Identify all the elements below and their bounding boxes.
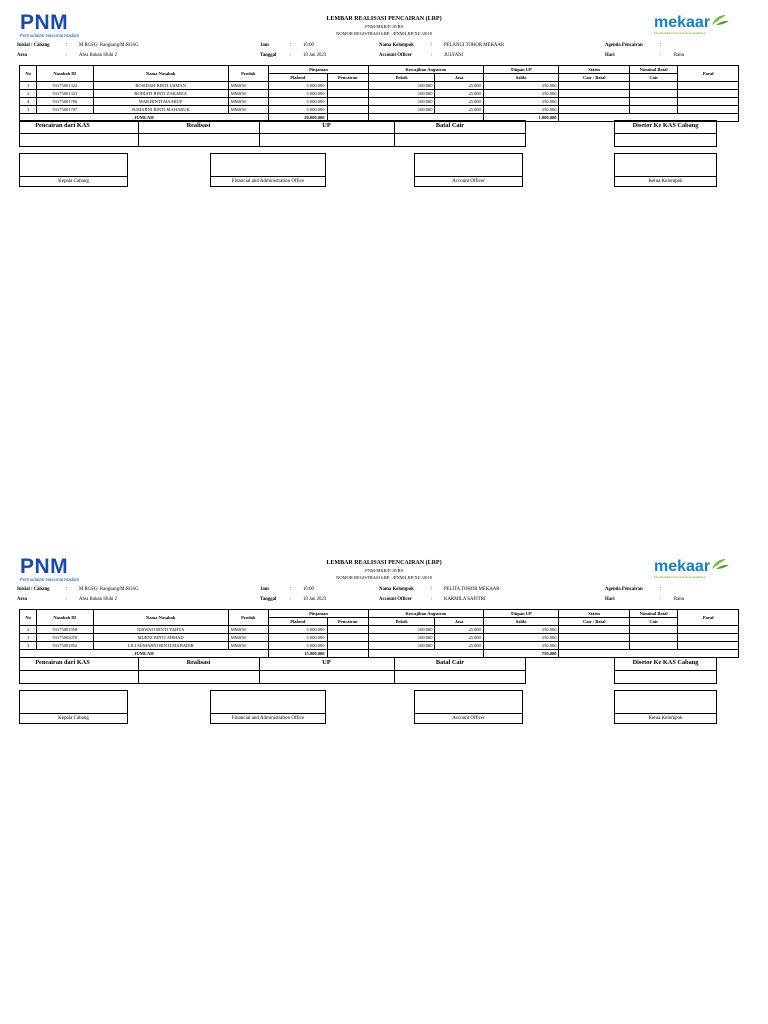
- cell-pencairan: [327, 90, 368, 98]
- cell-nominal: [630, 90, 678, 98]
- value-kelompok: PELITA TOHOR MEKAAR: [444, 587, 500, 592]
- cell-paraf: [678, 106, 739, 114]
- col-saldo: Saldo: [483, 618, 559, 626]
- registration-number: NOMOR REGISTRASI LRP : /PNM/LRP/XI/ /2018: [336, 31, 432, 36]
- mekaar-logo-text: mekaar: [654, 558, 711, 575]
- cell-nominal: [630, 642, 678, 650]
- label-tanggal: Tanggal: [260, 53, 277, 58]
- col-paraf: Paraf: [678, 66, 739, 82]
- table-row: [20, 98, 739, 106]
- ketua-kelompok-label: Ketua Kelompok: [648, 716, 683, 721]
- colon: :: [660, 53, 662, 58]
- col-jasa: Jasa: [435, 618, 483, 626]
- cell-nama: NISWATI BINTI YAHYA: [93, 626, 228, 634]
- col-plafond: Plafond: [269, 74, 327, 82]
- total-saldo: 1.000.000: [483, 114, 559, 122]
- cell-no: 2: [20, 626, 37, 634]
- cell-no: 1: [20, 82, 37, 90]
- col-pokok: Pokok: [368, 618, 435, 626]
- cell-nominal: [630, 82, 678, 90]
- kepala-cabang-label: Kepala Cabang: [58, 716, 89, 721]
- form-title: LEMBAR REALISASI PENCAIRAN (LRP): [326, 16, 442, 22]
- value-tanggal: 18 Jan 2023: [303, 53, 327, 58]
- form-title: LEMBAR REALISASI PENCAIRAN (LRP): [326, 560, 442, 566]
- label-kelompok: Nama Kelompok: [379, 587, 414, 592]
- value-tanggal: 18 Jan 2023: [303, 597, 327, 602]
- total-plafond: 20.000.000: [269, 114, 327, 122]
- cell-pencairan: [327, 82, 368, 90]
- col-titipan: Titipan UP: [483, 66, 559, 74]
- cell-produk: MMS50: [228, 634, 268, 642]
- cell-produk: MMS50: [228, 90, 268, 98]
- cell-nominal: [630, 634, 678, 642]
- cell-nasabah-id: 93175001796: [37, 98, 93, 106]
- cell-nama: RODIATI BINTI ZAKARIA: [93, 90, 228, 98]
- fao-label: Financial and Administration Office: [231, 716, 305, 721]
- col-cair: Cair: [630, 74, 678, 82]
- cell-status: [559, 82, 630, 90]
- cell-saldo: 250.000: [483, 82, 559, 90]
- table-row: [20, 106, 739, 114]
- col-pinjaman: Pinjaman: [269, 66, 369, 74]
- cell-jasa: 25.000: [435, 634, 483, 642]
- cell-paraf: [678, 82, 739, 90]
- col-paraf: Paraf: [678, 610, 739, 626]
- cell-nominal: [630, 98, 678, 106]
- pnm-tagline: Permodalan Nasional Madani: [20, 577, 80, 582]
- cell-nasabah-id: 93175002070: [37, 634, 93, 642]
- cell-status: [559, 106, 630, 114]
- value-area: Area Bukan Sluhi 2: [79, 597, 117, 602]
- colon: :: [660, 597, 662, 602]
- col-nasabah-id: Nasabah ID: [37, 66, 93, 82]
- cell-nasabah-id: 93175001322: [37, 82, 93, 90]
- colon: :: [660, 587, 662, 592]
- col-produk: Produk: [228, 66, 268, 82]
- cell-pencairan: [327, 626, 368, 634]
- cell-jasa: 25.000: [435, 98, 483, 106]
- label-jam: Jam: [260, 587, 269, 592]
- cell-pokok: 100.000: [368, 634, 435, 642]
- fao-label: Financial and Administration Office: [231, 179, 305, 184]
- cell-pencairan: [327, 634, 368, 642]
- pnm-logo-text: PNM: [20, 555, 69, 578]
- cell-no: 2: [20, 90, 37, 98]
- col-no: No: [20, 66, 37, 82]
- cell-nama: SUMARNI BINTI MAHARUK: [93, 106, 228, 114]
- table-row: [20, 634, 739, 642]
- label-ao: Account Officer: [379, 53, 412, 58]
- cell-plafond: 5.000.000: [269, 82, 327, 90]
- mekaar-tagline: Membina Ekonomi Keluarga Sejahtera: [654, 31, 706, 35]
- cell-nama: MAR BINTI MAARUF: [93, 98, 228, 106]
- colon: :: [66, 43, 68, 48]
- table-row: [20, 642, 739, 650]
- cell-pokok: 100.000: [368, 106, 435, 114]
- cell-jasa: 25.000: [435, 642, 483, 650]
- cell-status: [559, 626, 630, 634]
- cell-saldo: 250.000: [483, 98, 559, 106]
- cell-produk: MMS50: [228, 82, 268, 90]
- cell-saldo: 250.000: [483, 634, 559, 642]
- cell-jasa: 25.000: [435, 626, 483, 634]
- cell-no: 3: [20, 106, 37, 114]
- cell-plafond: 5.000.000: [269, 626, 327, 634]
- value-ao: JULYANI: [444, 53, 464, 58]
- colon: :: [431, 53, 433, 58]
- value-ao: KARMILA SAFITRI: [444, 597, 486, 602]
- cell-nominal: [630, 626, 678, 634]
- col-status: Status: [559, 610, 630, 618]
- col-produk: Produk: [228, 610, 268, 626]
- cell-paraf: [678, 634, 739, 642]
- col-kewajiban: Kewajiban Angsuran: [368, 66, 483, 74]
- cell-saldo: 250.000: [483, 90, 559, 98]
- cell-saldo: 250.000: [483, 106, 559, 114]
- colon: :: [290, 53, 292, 58]
- cell-pencairan: [327, 98, 368, 106]
- label-agenda: Agenda Pencairan: [605, 43, 643, 48]
- kepala-cabang-label: Kepala Cabang: [58, 179, 89, 184]
- col-pinjaman: Pinjaman: [269, 610, 369, 618]
- cell-plafond: 5.000.000: [269, 634, 327, 642]
- colon: :: [66, 597, 68, 602]
- col-cair: Cair: [630, 618, 678, 626]
- value-cabang: M.RGSG- Rangsang/M.RGSG: [79, 587, 139, 592]
- cell-plafond: 5.000.000: [269, 98, 327, 106]
- colon: :: [660, 43, 662, 48]
- col-cair-batal: Cair / Batal: [559, 618, 630, 626]
- cell-no: 4: [20, 98, 37, 106]
- cell-saldo: 250.000: [483, 642, 559, 650]
- col-jasa: Jasa: [435, 74, 483, 82]
- cell-plafond: 5.000.000: [269, 642, 327, 650]
- cell-jasa: 25.000: [435, 82, 483, 90]
- colon: :: [431, 43, 433, 48]
- col-status: Status: [559, 66, 630, 74]
- cell-saldo: 250.000: [483, 626, 559, 634]
- lrp-form: [0, 12, 768, 242]
- col-no: No: [20, 610, 37, 626]
- cell-plafond: 5.000.000: [269, 90, 327, 98]
- cell-nama: MURNI BINTI AHMAD: [93, 634, 228, 642]
- cell-no: 3: [20, 642, 37, 650]
- realisasi-label: Realisasi: [186, 659, 211, 666]
- cell-no: 1: [20, 634, 37, 642]
- pencairan-kas-label: Pencairan dari KAS: [35, 659, 90, 666]
- cell-status: [559, 642, 630, 650]
- cell-nominal: [630, 106, 678, 114]
- disbursement-table: [19, 609, 739, 658]
- cell-paraf: [678, 642, 739, 650]
- colon: :: [290, 587, 292, 592]
- label-hari: Hari: [605, 53, 615, 58]
- cell-status: [559, 98, 630, 106]
- col-pencairan: Pencairan: [327, 74, 368, 82]
- doc-code: PNM-MKR/F-10/R0: [365, 24, 403, 29]
- cell-paraf: [678, 98, 739, 106]
- colon: :: [66, 587, 68, 592]
- value-cabang: M.RGSG- Rangsang/M.RGSG: [79, 43, 139, 48]
- label-agenda: Agenda Pencairan: [605, 587, 643, 592]
- cell-produk: MMS50: [228, 106, 268, 114]
- value-hari: Rabu: [674, 53, 685, 58]
- label-tanggal: Tanggal: [260, 597, 277, 602]
- label-inisial: Inisial / Cabang: [17, 587, 50, 592]
- ketua-kelompok-label: Ketua Kelompok: [648, 179, 683, 184]
- cell-produk: MMS50: [228, 642, 268, 650]
- mekaar-tagline: Membina Ekonomi Keluarga Sejahtera: [654, 575, 706, 579]
- colon: :: [66, 53, 68, 58]
- registration-number: NOMOR REGISTRASI LRP : /PNM/LRP/XI/ /2018: [336, 575, 432, 580]
- table-row: [20, 82, 739, 90]
- value-area: Area Bukan Sluhi 2: [79, 53, 117, 58]
- cell-status: [559, 90, 630, 98]
- cell-pokok: 100.000: [368, 642, 435, 650]
- cell-status: [559, 634, 630, 642]
- value-jam: 10:00: [303, 587, 314, 592]
- table-row: [20, 90, 739, 98]
- col-nama: Nama Nasabah: [93, 66, 228, 82]
- value-jam: 10:00: [303, 43, 314, 48]
- cell-pokok: 100.000: [368, 626, 435, 634]
- col-kewajiban: Kewajiban Angsuran: [368, 610, 483, 618]
- colon: :: [431, 597, 433, 602]
- total-plafond: 15.000.000: [269, 650, 327, 658]
- disetor-label: Disetor Ke KAS Cabang: [632, 659, 699, 666]
- value-hari: Rabu: [674, 597, 685, 602]
- table-row: [20, 626, 739, 634]
- doc-code: PNM-MKR/F-10/R0: [365, 568, 403, 573]
- col-titipan: Titipan UP: [483, 610, 559, 618]
- cell-produk: MMS50: [228, 98, 268, 106]
- realisasi-label: Realisasi: [186, 122, 211, 129]
- col-pencairan: Pencairan: [327, 618, 368, 626]
- label-area: Area: [17, 597, 28, 602]
- col-pokok: Pokok: [368, 74, 435, 82]
- cell-paraf: [678, 626, 739, 634]
- col-plafond: Plafond: [269, 618, 327, 626]
- jumlah-label: JUMLAH: [20, 114, 269, 122]
- mekaar-logo-text: mekaar: [654, 14, 711, 31]
- batal-cair-label: Batal Cair: [435, 122, 465, 129]
- total-saldo: 750.000: [483, 650, 559, 658]
- col-nama: Nama Nasabah: [93, 610, 228, 626]
- up-label: UP: [322, 122, 331, 129]
- col-cair-batal: Cair / Batal: [559, 74, 630, 82]
- col-nominal: Nominal Batal: [630, 610, 678, 618]
- cell-paraf: [678, 90, 739, 98]
- jumlah-label: JUMLAH: [20, 650, 269, 658]
- cell-nama: ROSIDAH BINTI USMAN: [93, 82, 228, 90]
- label-ao: Account Officer: [379, 597, 412, 602]
- pnm-logo-text: PNM: [20, 11, 69, 34]
- cell-nasabah-id: 93175001797: [37, 106, 93, 114]
- cell-pokok: 100.000: [368, 90, 435, 98]
- cell-nama: LILI SUMARNI BINTI MAHADIR: [93, 642, 228, 650]
- cell-nasabah-id: 93175001958: [37, 626, 93, 634]
- form-header: [0, 560, 768, 584]
- label-inisial: Inisial / Cabang: [17, 43, 50, 48]
- up-label: UP: [322, 659, 331, 666]
- cell-pokok: 100.000: [368, 98, 435, 106]
- label-hari: Hari: [605, 597, 615, 602]
- col-nominal: Nominal Batal: [630, 66, 678, 74]
- label-area: Area: [17, 53, 28, 58]
- account-officer-label: Account Officer: [452, 179, 485, 184]
- account-officer-label: Account Officer: [452, 716, 485, 721]
- cell-plafond: 5.000.000: [269, 106, 327, 114]
- pencairan-kas-label: Pencairan dari KAS: [35, 122, 90, 129]
- disetor-label: Disetor Ke KAS Cabang: [632, 122, 699, 129]
- cell-jasa: 25.000: [435, 90, 483, 98]
- cell-pencairan: [327, 106, 368, 114]
- pnm-tagline: Permodalan Nasional Madani: [20, 33, 80, 38]
- value-kelompok: PELANGI TOHOR MEKAAR: [444, 43, 505, 48]
- col-saldo: Saldo: [483, 74, 559, 82]
- cell-pencairan: [327, 642, 368, 650]
- cell-nasabah-id: 93175001852: [37, 642, 93, 650]
- label-kelompok: Nama Kelompok: [379, 43, 414, 48]
- cell-nasabah-id: 93175001323: [37, 90, 93, 98]
- colon: :: [290, 597, 292, 602]
- colon: :: [290, 43, 292, 48]
- cell-produk: MMS50: [228, 626, 268, 634]
- colon: :: [431, 587, 433, 592]
- lrp-form: [0, 556, 768, 786]
- disbursement-table: [19, 65, 739, 122]
- cell-pokok: 100.000: [368, 82, 435, 90]
- cell-jasa: 25.000: [435, 106, 483, 114]
- col-nasabah-id: Nasabah ID: [37, 610, 93, 626]
- form-header: [0, 16, 768, 40]
- batal-cair-label: Batal Cair: [435, 659, 465, 666]
- label-jam: Jam: [260, 43, 269, 48]
